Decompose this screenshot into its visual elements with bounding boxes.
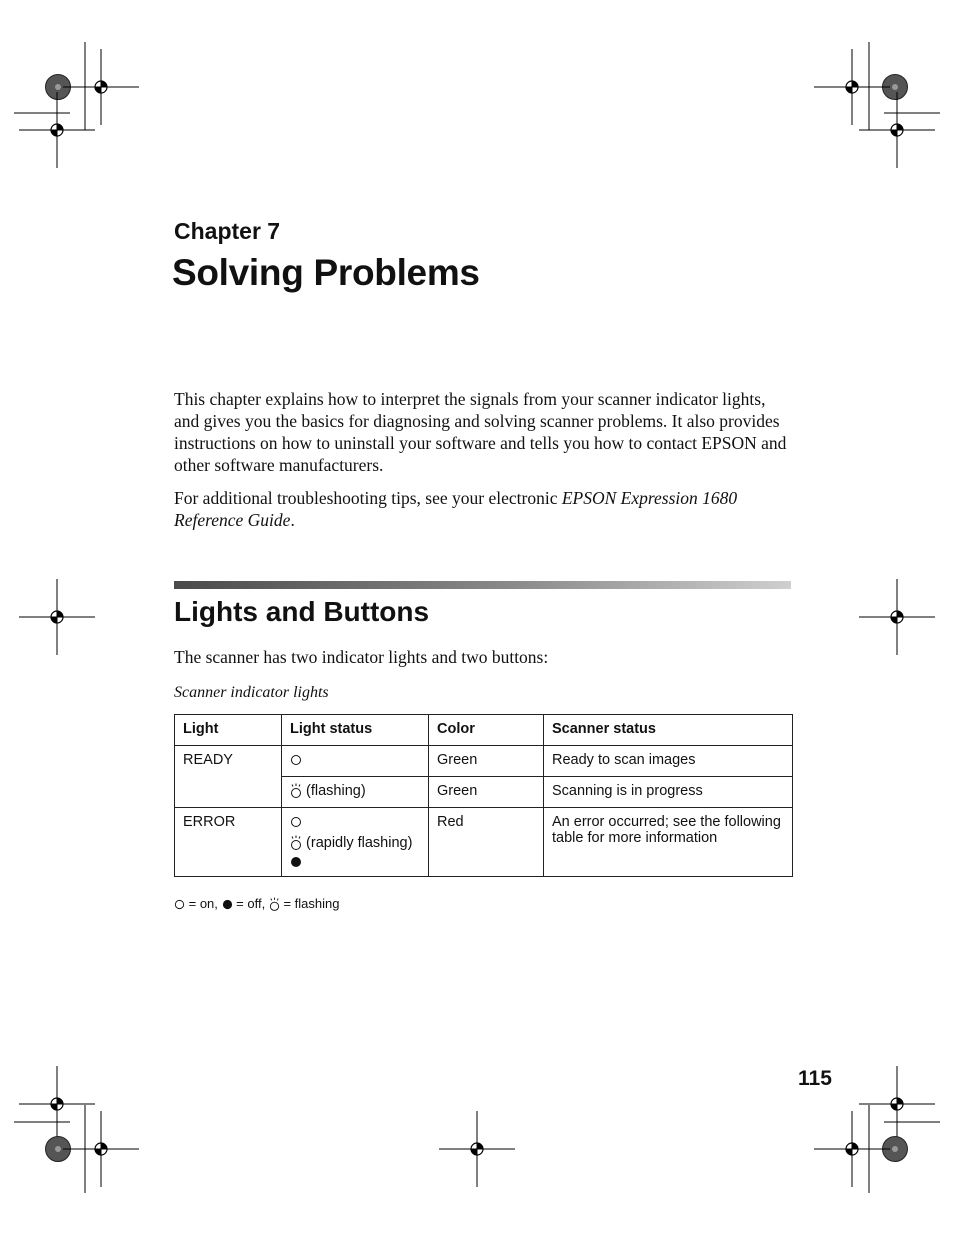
table-row xyxy=(175,808,793,877)
light-status-cell xyxy=(282,777,429,808)
light-on-icon xyxy=(290,754,302,766)
indicator-lights-table xyxy=(174,714,793,877)
reference-guide-title: EPSON Expression 1680 Reference Guide xyxy=(174,488,738,530)
intro-paragraph: This chapter explains how to interpret the signals from your scanner indicator lights, and gives you the basics for diagnosing and solving scanner problems. It also provides instructions on how to uninstall your software and tells you how to contact EPSON and other software manufacturers. xyxy=(174,389,787,475)
header-light: Light xyxy=(175,715,282,746)
table-header-row xyxy=(175,715,793,746)
light-ready: READY xyxy=(175,746,282,808)
legend-on: = on, xyxy=(188,896,218,911)
scanner-status-cell: An error occurred; see the following table for more information xyxy=(544,808,793,877)
color-cell: Red xyxy=(429,808,544,877)
reference-text-end: . xyxy=(290,510,295,530)
reference-text: For additional troubleshooting tips, see your electronic xyxy=(174,488,562,508)
header-color: Color xyxy=(429,715,544,746)
light-error: ERROR xyxy=(175,808,282,877)
light-status-cell xyxy=(282,746,429,777)
light-flashing-icon xyxy=(290,783,302,799)
light-flashing-icon xyxy=(269,897,280,912)
page-number: 115 xyxy=(798,1067,832,1090)
light-status-text: (rapidly flashing) xyxy=(306,835,413,851)
section-rule xyxy=(174,581,791,589)
chapter-label: Chapter 7 xyxy=(174,218,281,244)
light-status-text: (flashing) xyxy=(306,783,366,799)
section-intro: The scanner has two indicator lights and two buttons: xyxy=(174,647,549,667)
legend-off: = off, xyxy=(236,896,266,911)
color-cell: Green xyxy=(429,777,544,808)
light-status-cell xyxy=(282,808,429,877)
header-scanner-status: Scanner status xyxy=(544,715,793,746)
light-flashing-icon xyxy=(290,835,302,851)
scanner-status-cell: Ready to scan images xyxy=(544,746,793,777)
legend-flashing: = flashing xyxy=(283,896,340,911)
header-light-status: Light status xyxy=(282,715,429,746)
scanner-status-cell: Scanning is in progress xyxy=(544,777,793,808)
chapter-title: Solving Problems xyxy=(172,252,480,293)
chapter-intro xyxy=(174,388,794,542)
light-on-icon xyxy=(174,899,185,910)
light-off-icon xyxy=(222,899,233,910)
table-row xyxy=(175,746,793,777)
light-on-icon xyxy=(290,816,302,828)
intro-paragraph-reference xyxy=(174,487,794,531)
color-cell: Green xyxy=(429,746,544,777)
section-title: Lights and Buttons xyxy=(174,596,430,627)
light-off-icon xyxy=(290,856,302,868)
table-legend xyxy=(174,896,339,912)
table-caption: Scanner indicator lights xyxy=(174,684,329,701)
